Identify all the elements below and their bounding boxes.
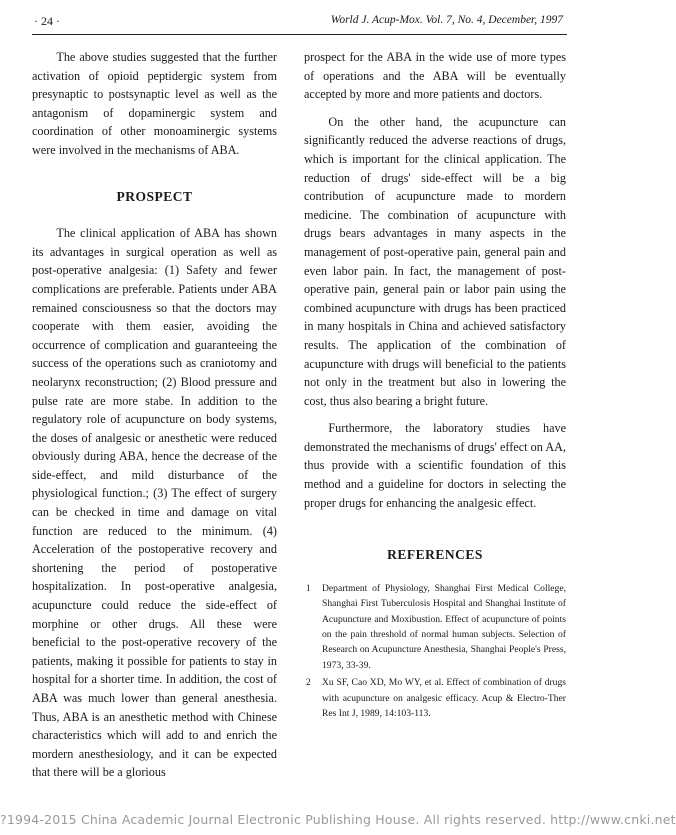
header-rule [32,34,567,35]
reference-number: 1 [306,582,311,594]
paragraph-clinical-application: The clinical application of ABA has shown its advantages in surgical operation as well as post-operative analgesia: (1) Safety and fewer complications are preferable. Patients under ABA remained consciousness so that the doctors may cooperate with them easier, avoiding the occurrence of complication and guaranteeing the success of the operations such as craniotomy and neolarynx reconstruction; (2) Blood pressure and pulse rate are more stabe. In addition to the regulatory role of acupuncture on body systems, the doses of analgesic or anesthetic were reduced obviously during ABA, hence the decrease of the side-effect, and mild disturbance of the physiological function.; (3) The effect of surgery can be checked in time and damage on vital function are reduced to the minimum. (4) Acceleration of the postoperative recovery and shortening the period of postoperative hospitalization. In post-operative analgesia, acupuncture could reduce the side-effect of morphine or other drugs. All these were beneficial to the post-operative recovery of the patients, making it possible for patients to stay in hospital for a shorter time. In addition, the cost of ABA was much lower than general anesthesia. Thus, ABA is an anesthetic method with Chinese characteristics which will add to and enrich the mordern anesthesiology, and it can be expected that there will be a glorious [32,226,277,780]
page-number: · 24 · [34,14,60,28]
paragraph-prospect-continued: prospect for the ABA in the wide use of more types of operations and the ABA will be eventually accepted by more and more patients and doctors. [304,50,566,102]
reference-text: Department of Physiology, Shanghai First Medical College, Shanghai First Tuberculosis Hospital and Shanghai Institute of Acupuncture and Moxibustion. Effect of acupuncture of points on the pain threshold of normal human subjects. Selection of Research on Acupuncture Anesthesia, Shanghai People's Press, 1973, 33-39. [322,582,566,671]
paragraph-laboratory-studies: Furthermore, the laboratory studies have demonstrated the mechanisms of drugs' effect on AA, thus provide with a scientific foundation of this method and a guideline for doctors in selecting the proper drugs for enhancing the analgesic effect. [304,421,566,510]
page-header [34,14,563,34]
copyright-footer: ?1994-2015 China Academic Journal Electronic Publishing House. All rights reserved. http://www.cnki.net [0,812,676,827]
paragraph-adverse-reactions: On the other hand, the acupuncture can significantly reduced the adverse reactions of drugs, which is important for the clinical application. The reduction of drugs' side-effect will be a big contribution of acupuncture made to mordern medicine. The combination of acupuncture with drugs bears advantages in many aspects in the management of post-operative pain, general pain and even labor pain. In fact, the management of post-operative pain, general pain or labor pain using the combined acupuncture with drugs has been practiced in many hospitals in China and achieved satisfactory results. The application of the combination of acupuncture with drugs will beneficial to the patients not only in the treatment but also in lowering the cost, thus also bearing a bright future. [304,114,566,408]
reference-list [304,581,566,722]
section-heading-references: REFERENCES [387,547,483,563]
reference-item [304,581,566,673]
section-heading-prospect: PROSPECT [116,188,193,204]
right-column [304,48,566,724]
reference-number: 2 [306,677,311,689]
left-column [32,48,277,782]
journal-running-head: World J. Acup-Mox. Vol. 7, No. 4, December, 1997 [330,14,563,26]
reference-item [304,675,566,721]
paragraph-studies-summary: The above studies suggested that the further activation of opioid peptidergic system from presynaptic to postsynaptic level as well as the antagonism of dopaminergic system and coordination of other monoaminergic systems were involved in the mechanisms of ABA. [32,50,277,157]
reference-text: Xu SF, Cao XD, Mo WY, et al. Effect of combination of drugs with acupuncture on analgesic efficacy. Acup & Electro-Ther Res Int J, 1989, 14:103-113. [322,677,566,720]
